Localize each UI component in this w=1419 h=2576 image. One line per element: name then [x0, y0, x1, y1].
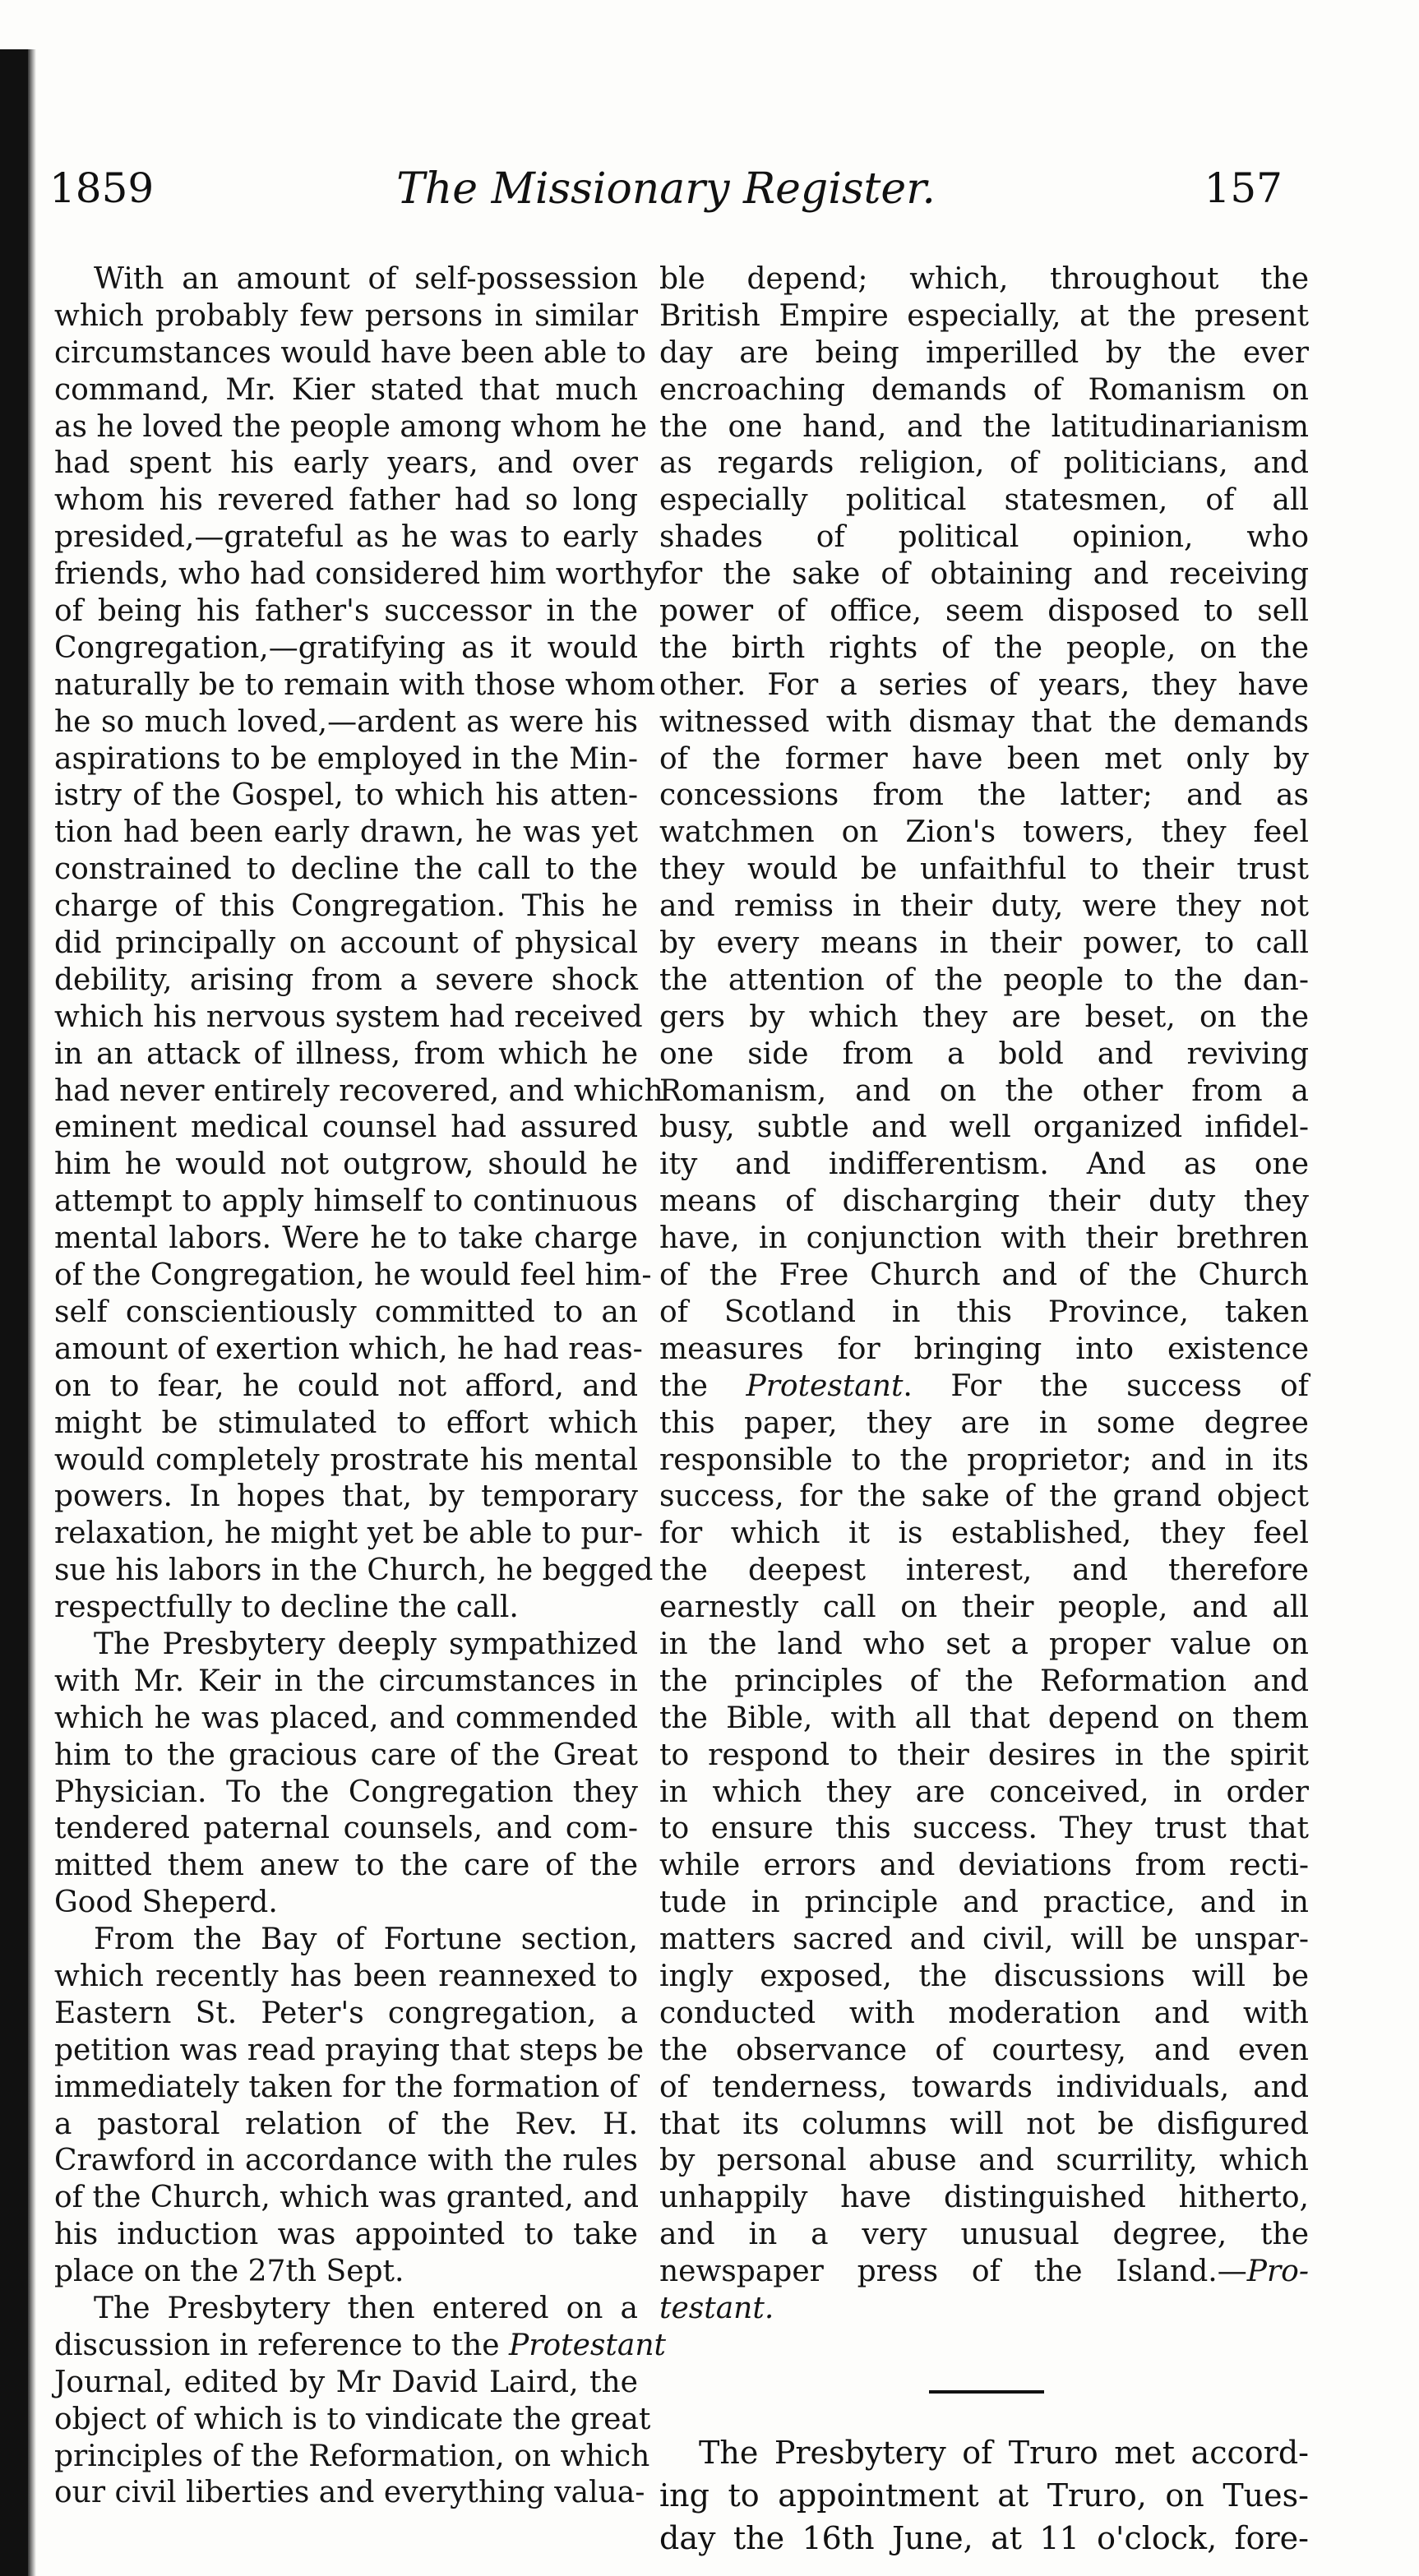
text-line: sue his labors in the Church, he begged: [54, 1553, 654, 1588]
text-line: would completely prostrate his mental: [54, 1443, 638, 1477]
text-line: the attention of the people to the dan-: [659, 963, 1309, 997]
text-line: watchmen on Zion's towers, they feel: [659, 815, 1309, 850]
text-line: means of discharging their duty they: [659, 1184, 1309, 1219]
text-line: Good Sheperd.: [54, 1886, 278, 1920]
text-line: this paper, they are in some degree: [659, 1406, 1309, 1440]
text-line: while errors and deviations from recti-: [659, 1849, 1309, 1883]
running-head-year: 1859: [49, 164, 155, 212]
text-line: of tenderness, towards individuals, and: [659, 2070, 1309, 2104]
text-line: of being his father's successor in the: [54, 594, 638, 629]
text-line: The Presbytery deeply sympathized: [94, 1627, 638, 1661]
text-line: our civil liberties and everything valua-: [54, 2476, 645, 2510]
text-line: newspaper press of the Island.—Pro-: [659, 2255, 1309, 2289]
text-line: friends, who had considered him worthy: [54, 557, 661, 592]
text-line: Journal, edited by Mr David Laird, the: [54, 2365, 638, 2399]
text-line: for the sake of obtaining and receiving: [659, 557, 1309, 592]
text-line: ble depend; which, throughout the: [659, 262, 1309, 296]
text-line: power of office, seem disposed to sell: [659, 594, 1309, 629]
binding-shadow-edge: [28, 49, 36, 2576]
text-line: matters sacred and civil, will be unspar-: [659, 1923, 1309, 1957]
text-line: which probably few persons in similar: [54, 298, 638, 333]
text-line: ing to appointment at Truro, on Tues-: [659, 2477, 1309, 2514]
text-line: with Mr. Keir in the circumstances in: [54, 1664, 638, 1698]
text-line: might be stimulated to effort which: [54, 1406, 638, 1440]
text-line: which recently has been reannexed to: [54, 1959, 638, 1993]
new-paragraph: [659, 2431, 1309, 2560]
text-line: presided,—grateful as he was to early: [54, 520, 638, 555]
left-column: [54, 261, 666, 2512]
text-line: had spent his early years, and over: [54, 446, 638, 481]
text-line: gers by which they are beset, on the: [659, 999, 1309, 1034]
text-line: him he would not outgrow, should he: [54, 1147, 638, 1182]
text-line: did principally on account of physical: [54, 926, 638, 961]
text-line: the observance of courtesy, and even: [659, 2033, 1309, 2067]
text-line: aspirations to be employed in the Min-: [54, 741, 638, 776]
text-line: as regards religion, of politicians, and: [659, 446, 1309, 481]
text-line: his induction was appointed to take: [54, 2218, 638, 2252]
text-line: the Protestant. For the success of: [659, 1369, 1309, 1403]
text-line: the birth rights of the people, on the: [659, 630, 1309, 665]
page-number: 157: [1204, 164, 1283, 212]
text-line: by every means in their power, to call: [659, 926, 1309, 961]
text-line: powers. In hopes that, by temporary: [54, 1480, 638, 1514]
text-line: of the former have been met only by: [659, 741, 1309, 776]
text-line: as he loved the people among whom he: [54, 409, 648, 444]
text-line: From the Bay of Fortune section,: [94, 1923, 638, 1957]
text-line: tendered paternal counsels, and com-: [54, 1812, 638, 1846]
text-line: they would be unfaithful to their trust: [659, 852, 1309, 887]
text-line: busy, subtle and well organized infidel-: [659, 1110, 1309, 1145]
text-line: mitted them anew to the care of the: [54, 1849, 638, 1883]
text-line: of the Congregation, he would feel him-: [54, 1258, 652, 1293]
text-line: petition was read praying that steps be: [54, 2033, 645, 2067]
text-line: istry of the Gospel, to which his atten-: [54, 778, 638, 813]
text-line: of the Free Church and of the Church: [659, 1258, 1309, 1293]
text-line: measures for bringing into existence: [659, 1332, 1309, 1366]
text-line: ity and indifferentism. And as one: [659, 1147, 1309, 1182]
text-line: constrained to decline the call to the: [54, 852, 638, 887]
text-line: tion had been early drawn, he was yet: [54, 815, 638, 850]
text-line: in an attack of illness, from which he: [54, 1036, 638, 1071]
text-line: tude in principle and practice, and in: [659, 1886, 1309, 1920]
text-line: command, Mr. Kier stated that much: [54, 372, 638, 407]
text-line: unhappily have distinguished hitherto,: [659, 2181, 1309, 2215]
text-line: one side from a bold and reviving: [659, 1036, 1309, 1071]
text-line: attempt to apply himself to continuous: [54, 1184, 638, 1219]
text-line: in which they are conceived, in order: [659, 1775, 1309, 1809]
text-line: and in a very unusual degree, the: [659, 2218, 1309, 2252]
text-line: principles of the Reformation, on which: [54, 2439, 650, 2473]
text-line: that its columns will not be disfigured: [659, 2107, 1309, 2141]
text-line: British Empire especially, at the present: [659, 298, 1309, 333]
text-line: object of which is to vindicate the great: [54, 2402, 651, 2436]
text-line: amount of exertion which, he had reas-: [54, 1332, 643, 1366]
text-line: he so much loved,—ardent as were his: [54, 704, 638, 739]
running-head: [49, 164, 1283, 222]
text-line: the Bible, with all that depend on them: [659, 1701, 1309, 1735]
text-line: of Scotland in this Province, taken: [659, 1295, 1309, 1329]
text-line: on to fear, he could not afford, and: [54, 1369, 638, 1403]
text-line: to respond to their desires in the spirit: [659, 1738, 1309, 1772]
text-line: other. For a series of years, they have: [659, 667, 1309, 702]
text-line: day the 16th June, at 11 o'clock, fore-: [659, 2520, 1309, 2556]
text-line: charge of this Congregation. This he: [54, 889, 638, 924]
text-line: Eastern St. Peter's congregation, a: [54, 1996, 638, 2030]
text-line: which he was placed, and commended: [54, 1701, 638, 1735]
text-line: conducted with moderation and with: [659, 1996, 1309, 2030]
section-divider-rule: [929, 2390, 1044, 2394]
text-line: him to the gracious care of the Great: [54, 1738, 638, 1772]
text-line: encroaching demands of Romanism on: [659, 372, 1309, 407]
text-line: respectfully to decline the call.: [54, 1590, 519, 1625]
text-line: the principles of the Reformation and: [659, 1664, 1309, 1698]
text-line: had never entirely recovered, and which: [54, 1073, 663, 1108]
text-line: Congregation,—gratifying as it would: [54, 630, 638, 665]
text-line: whom his revered father had so long: [54, 483, 638, 518]
text-line: concessions from the latter; and as: [659, 778, 1309, 813]
text-line: With an amount of self-possession: [94, 262, 638, 296]
text-line: to ensure this success. They trust that: [659, 1812, 1309, 1846]
binding-shadow: [0, 49, 28, 2576]
text-line: The Presbytery of Truro met accord-: [699, 2435, 1309, 2471]
text-line: place on the 27th Sept.: [54, 2255, 404, 2289]
text-line: especially political statesmen, of all: [659, 483, 1309, 518]
text-line: debility, arising from a severe shock: [54, 963, 638, 997]
text-line: ingly exposed, the discussions will be: [659, 1959, 1309, 1993]
text-line: testant.: [659, 2291, 774, 2325]
text-line: witnessed with dismay that the demands: [659, 704, 1309, 739]
text-line: discussion in reference to the Protestant: [54, 2328, 666, 2362]
text-line: eminent medical counsel had assured: [54, 1110, 638, 1145]
text-line: naturally be to remain with those whom: [54, 667, 656, 702]
text-line: of the Church, which was granted, and: [54, 2181, 639, 2215]
text-line: have, in conjunction with their brethren: [659, 1221, 1309, 1256]
text-line: earnestly call on their people, and all: [659, 1590, 1309, 1625]
right-column: [659, 261, 1309, 2328]
text-line: Physician. To the Congregation they: [54, 1775, 638, 1809]
text-line: for which it is established, they feel: [659, 1517, 1309, 1551]
text-line: The Presbytery then entered on a: [94, 2291, 638, 2325]
text-line: immediately taken for the formation of: [54, 2070, 638, 2104]
text-line: success, for the sake of the grand object: [659, 1480, 1309, 1514]
text-line: mental labors. Were he to take charge: [54, 1221, 638, 1256]
text-line: the deepest interest, and therefore: [659, 1553, 1309, 1588]
text-line: in the land who set a proper value on: [659, 1627, 1309, 1661]
text-line: which his nervous system had received: [54, 999, 643, 1034]
text-line: and remiss in their duty, were they not: [659, 889, 1309, 924]
text-line: by personal abuse and scurrility, which: [659, 2144, 1309, 2178]
text-line: relaxation, he might yet be able to pur-: [54, 1517, 644, 1551]
text-line: self conscientiously committed to an: [54, 1295, 638, 1329]
text-line: the one hand, and the latitudinarianism: [659, 409, 1309, 444]
text-line: Crawford in accordance with the rules: [54, 2144, 638, 2178]
text-line: Romanism, and on the other from a: [659, 1073, 1309, 1108]
text-line: circumstances would have been able to: [54, 335, 646, 370]
text-line: a pastoral relation of the Rev. H.: [54, 2107, 638, 2141]
text-line: shades of political opinion, who: [659, 520, 1309, 555]
text-line: responsible to the proprietor; and in its: [659, 1443, 1309, 1477]
running-head-title: The Missionary Register.: [396, 164, 936, 214]
text-line: day are being imperilled by the ever: [659, 335, 1309, 370]
